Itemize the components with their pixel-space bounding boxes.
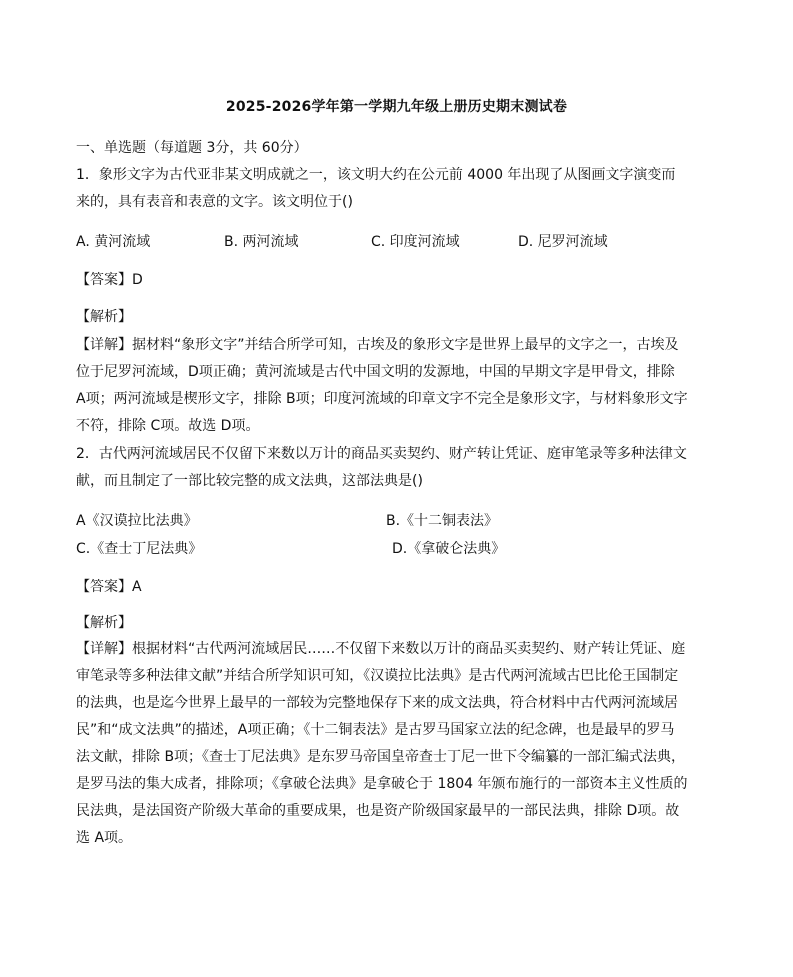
q2-option-b: B.《十二铜表法》 [386,513,499,529]
q2-analysis-label: 【解析】 [76,615,132,631]
q1-detail: 【详解】据材料“象形文字”并结合所学可知，古埃及的象形文字是世界上最早的文字之一，古埃及位于尼罗河流域，D项正确；黄河流域是古代中国文明的发源地，中国的早期文字是甲骨文，排除 A项；两河流域是楔形文字，排除 B项；印度河流域的印章文字不完全是象形文字，与材料象形文字不符，排除 C项。故选 D项。 [76,337,688,434]
q1-option-c: C. 印度河流域 [371,234,460,250]
section-heading: 一、单选题（每道题 3分，共 60分） [76,140,308,156]
question-2-stem: 2．古代两河流域居民不仅留下来数以万计的商品买卖契约、财产转让凭证、庭审笔录等多种法律文献，而且制定了一部比较完整的成文法典，这部法典是() [76,446,687,489]
q1-answer: 【答案】D [76,272,143,288]
q2-option-d: D.《拿破仑法典》 [392,541,506,557]
q2-option-c: C.《查士丁尼法典》 [76,541,203,557]
q1-option-d: D. 尼罗河流域 [518,234,608,250]
q2-option-a: A《汉谟拉比法典》 [76,513,198,529]
q1-analysis-label: 【解析】 [76,309,132,325]
page-title: 2025-2026学年第一学期九年级上册历史期末测试卷 [225,99,568,115]
q1-option-a: A. 黄河流域 [76,234,151,250]
q1-option-b: B. 两河流域 [224,234,299,250]
question-1-stem: 1．象形文字为古代亚非某文明成就之一，该文明大约在公元前 4000 年出现了从图画文字演变而来的，具有表音和表意的文字。该文明位于() [76,167,676,210]
q2-detail: 【详解】根据材料“古代两河流域居民……不仅留下来数以万计的商品买卖契约、财产转让凭证、庭审笔录等多种法律文献”并结合所学知识可知，《汉谟拉比法典》是古代两河流域古巴比伦王国制定的法典，也是迄今世界上最早的一部较为完整地保存下来的成文法典，符合材料中古代两河流域居民”和“成文法典”的描述，A项正确；《十二铜表法》是古罗马国家立法的纪念碑，也是最早的罗马法文献，排除 B项；《查士丁尼法典》是东罗马帝国皇帝查士丁尼一世下令编纂的一部汇编式法典，是罗马法的集大成者，排除项；《拿破仑法典》是拿破仑于 1804 年颁布施行的一部资本主义性质的民法典，是法国资产阶级大革命的重要成果，也是资产阶级国家最早的一部民法典，排除 D项。故选 A项。 [76,641,688,846]
q2-answer: 【答案】A [76,579,142,595]
